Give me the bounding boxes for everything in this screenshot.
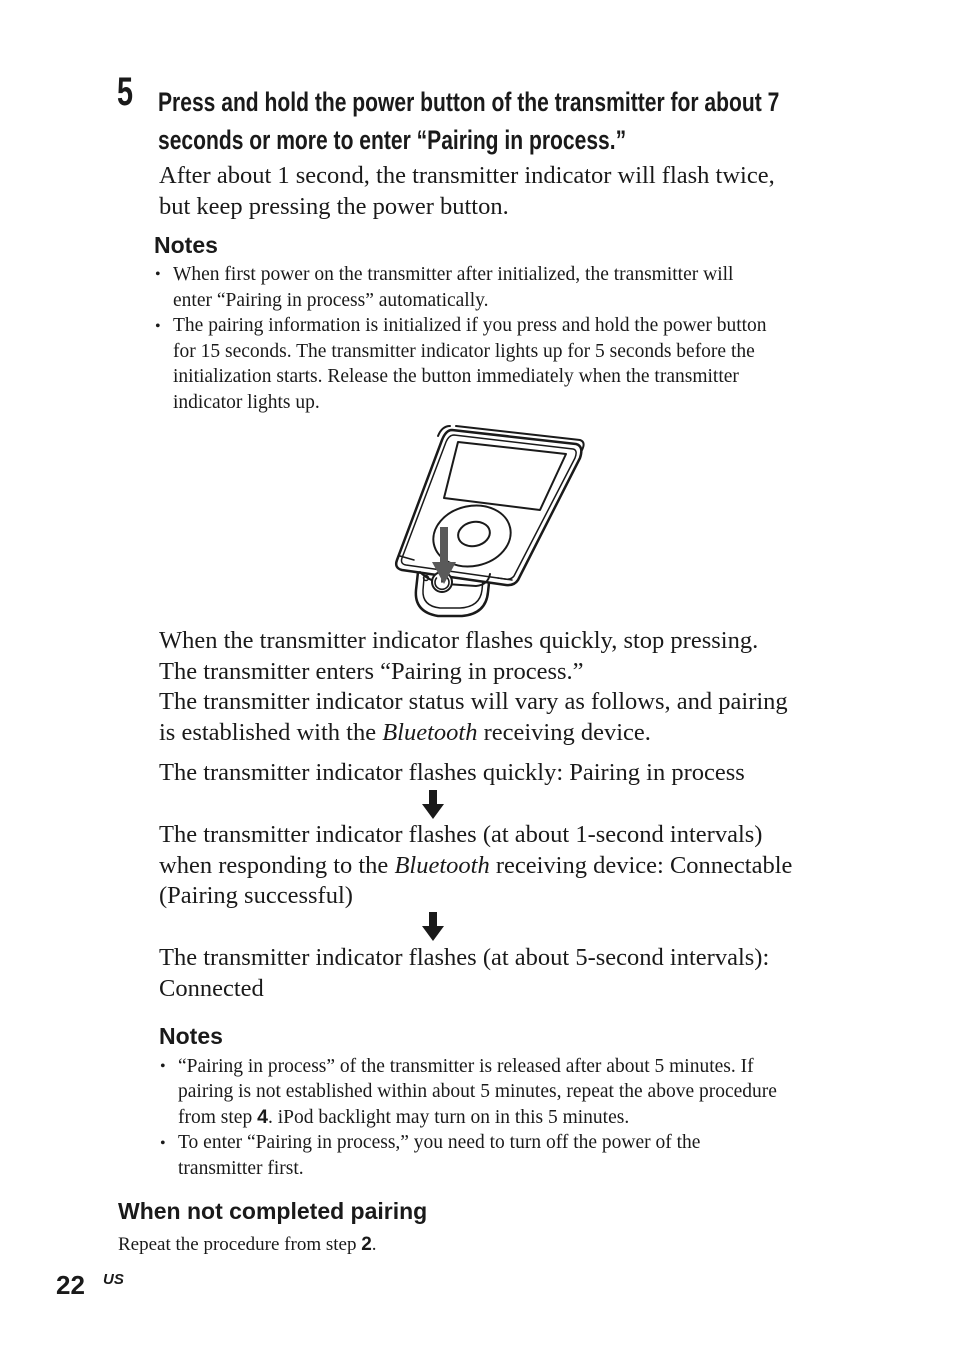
flow-state-1: The transmitter indicator flashes quickly: Pairing in process — [159, 759, 745, 786]
step-body-line-1: After about 1 second, the transmitter indicator will flash twice, — [159, 162, 775, 189]
note-2-1-line-3 — [178, 1105, 629, 1131]
step-title-line-2: seconds or more to enter “Pairing in process.” — [158, 125, 627, 155]
note-2-1-line-3-pre: from step — [178, 1107, 258, 1128]
note-1-2-line-4: indicator lights up. — [173, 392, 320, 413]
notes-heading-1: Notes — [154, 232, 218, 258]
note-bullet: • — [160, 1135, 166, 1152]
section-text-pre: Repeat the procedure from step — [118, 1234, 362, 1255]
section-text-post: . — [371, 1234, 377, 1255]
note-2-1-line-1: “Pairing in process” of the transmitter is released after about 5 minutes. If — [178, 1056, 754, 1077]
notes-heading-2: Notes — [159, 1023, 223, 1049]
note-2-2-line-1: To enter “Pairing in process,” you need to turn off the power of the — [178, 1132, 701, 1153]
step-title-line-1: Press and hold the power button of the transmitter for about 7 — [158, 87, 780, 117]
down-arrow-icon — [422, 912, 444, 942]
note-bullet: • — [160, 1058, 166, 1075]
note-1-2-line-1: The pairing information is initialized if you press and hold the power button — [173, 315, 767, 336]
section-text — [118, 1234, 377, 1256]
flow-state-2-line-3: (Pairing successful) — [159, 882, 353, 909]
flow-state-2-line-2-post: receiving device: Connectable — [489, 852, 793, 879]
bluetooth-term: Bluetooth — [382, 719, 478, 746]
step-body-line-2: but keep pressing the power button. — [159, 193, 509, 220]
down-arrow-icon — [422, 790, 444, 820]
note-2-2-line-2: transmitter first. — [178, 1158, 304, 1179]
note-1-1-line-2: enter “Pairing in process” automatically. — [173, 290, 489, 311]
main-text-line-4-pre: is established with the — [159, 719, 383, 746]
bluetooth-term: Bluetooth — [394, 852, 490, 879]
note-2-1-line-3-post: . iPod backlight may turn on in this 5 minutes. — [267, 1107, 630, 1128]
flow-state-2-line-2-pre: when responding to the — [159, 852, 395, 879]
main-text-line-1: When the transmitter indicator flashes quickly, stop pressing. — [159, 627, 759, 654]
main-text-line-3: The transmitter indicator status will vary as follows, and pairing — [159, 688, 788, 715]
main-text-line-4 — [159, 717, 651, 748]
flow-state-3-line-2: Connected — [159, 975, 264, 1002]
note-1-1-line-1: When first power on the transmitter after initialized, the transmitter will — [173, 264, 734, 285]
step-number: 5 — [117, 70, 134, 114]
note-1-2-line-3: initialization starts. Release the button immediately when the transmitter — [173, 366, 739, 387]
ipod-with-transmitter-illustration — [390, 422, 590, 622]
main-text-line-2: The transmitter enters “Pairing in process.” — [159, 658, 584, 685]
flow-state-3-line-1: The transmitter indicator flashes (at about 5-second intervals): — [159, 944, 770, 971]
main-text-line-4-post: receiving device. — [477, 719, 651, 746]
step-ref-2: 2 — [361, 1234, 372, 1255]
note-bullet: • — [155, 318, 161, 335]
note-bullet: • — [155, 266, 161, 283]
page-number: 22 — [56, 1270, 85, 1300]
note-2-1-line-2: pairing is not established within about 5 minutes, repeat the above procedure — [178, 1081, 777, 1102]
flow-state-2-line-2 — [159, 850, 792, 881]
note-1-2-line-2: for 15 seconds. The transmitter indicator lights up for 5 seconds before the — [173, 341, 755, 362]
section-heading: When not completed pairing — [118, 1198, 428, 1224]
page-region-code: US — [103, 1271, 124, 1288]
flow-state-2-line-1: The transmitter indicator flashes (at about 1-second intervals) — [159, 821, 763, 848]
step-ref-4: 4 — [257, 1106, 268, 1128]
